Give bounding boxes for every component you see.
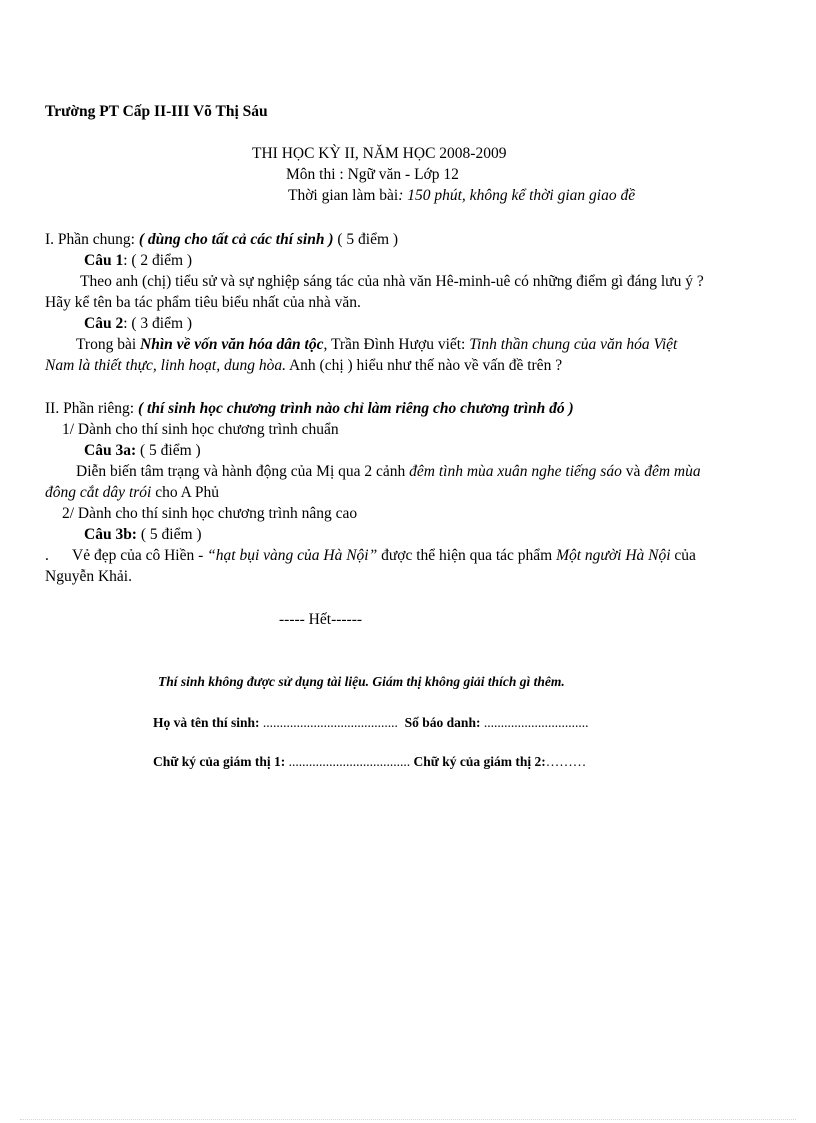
part1-points: ( 5 điểm ) xyxy=(333,231,399,248)
question-3b-points: ( 5 điểm ) xyxy=(136,526,202,543)
q3a-scene1: đêm tình mùa xuân nghe tiếng sáo xyxy=(409,463,622,480)
question-2-header xyxy=(84,314,192,334)
question-1-text-line1: Theo anh (chị) tiểu sử và sự nghiệp sáng tác của nhà văn Hê-minh-uê có những điểm gì đáng lưu ý ? xyxy=(80,273,704,290)
proctor2-blank: ……… xyxy=(545,754,587,769)
page-bottom-divider xyxy=(20,1119,796,1120)
part2-sub2: 2/ Dành cho thí sinh học chương trình nâng cao xyxy=(62,505,358,522)
exam-subject: Môn thi : Ngữ văn - Lớp 12 xyxy=(286,166,459,183)
q2-work-title: Nhìn về vốn văn hóa dân tộc xyxy=(140,336,324,353)
q2-pre: Trong bài xyxy=(76,336,141,353)
q3b-tail: của xyxy=(670,547,696,564)
question-2-points: : ( 3 điểm ) xyxy=(123,315,193,332)
q2-quote-part2: Nam là thiết thực, linh hoạt, dung hòa. xyxy=(45,357,286,374)
end-mark: ----- Hết------ xyxy=(279,611,363,628)
time-label: Thời gian làm bài xyxy=(288,187,399,204)
question-3b-dot: . xyxy=(45,547,49,564)
question-3b-header xyxy=(84,525,202,545)
question-3a-text-line1 xyxy=(76,462,701,482)
question-3b-label: Câu 3b: xyxy=(84,526,137,543)
question-3a-label: Câu 3a: xyxy=(84,442,137,459)
question-3a-header xyxy=(84,441,201,461)
exam-title: THI HỌC KỲ II, NĂM HỌC 2008-2009 xyxy=(252,145,507,162)
question-1-label: Câu 1 xyxy=(84,252,124,269)
part2-sub1: 1/ Dành cho thí sinh học chương trình chuẩn xyxy=(62,421,339,438)
question-3b-text-line2: Nguyễn Khải. xyxy=(45,568,132,585)
proctor2-label: Chữ ký của giám thị 2: xyxy=(413,754,546,769)
school-name: Trường PT Cấp II-III Võ Thị Sáu xyxy=(45,103,268,120)
candidate-info-line xyxy=(153,713,588,733)
q3b-pre: Vẻ đẹp của cô Hiền - xyxy=(72,547,208,564)
part1-heading xyxy=(45,230,398,250)
q3b-quote: “hạt bụi vàng của Hà Nội” xyxy=(207,547,378,564)
question-2-label: Câu 2 xyxy=(84,315,124,332)
part1-note: ( dùng cho tất cả các thí sinh ) xyxy=(138,231,334,248)
candidate-number-blank: ............................... xyxy=(483,715,589,730)
q2-end: Anh (chị ) hiểu như thế nào về vấn đề trên ? xyxy=(285,357,563,374)
q3b-mid: được thể hiện qua tác phẩm xyxy=(377,547,557,564)
question-1-points: : ( 2 điểm ) xyxy=(123,252,193,269)
question-1-header xyxy=(84,251,192,271)
question-1-text-line2: Hãy kể tên ba tác phẩm tiêu biểu nhất của nhà văn. xyxy=(45,294,361,311)
candidate-number-label: Số báo danh: xyxy=(404,715,484,730)
question-3a-text-line2 xyxy=(45,483,219,503)
question-3b-text-line1 xyxy=(72,546,696,566)
proctor1-label: Chữ ký của giám thị 1: xyxy=(153,754,289,769)
q3b-work-title: Một người Hà Nội xyxy=(556,547,671,564)
proctor-signature-line xyxy=(153,752,586,772)
candidate-name-label: Họ và tên thí sinh: xyxy=(153,715,263,730)
q2-mid: , Trần Đình Hượu viết: xyxy=(323,336,470,353)
q3a-and: và xyxy=(621,463,645,480)
part1-title: I. Phần chung: xyxy=(45,231,139,248)
part2-note: ( thí sinh học chương trình nào chỉ làm riêng cho chương trình đó ) xyxy=(137,400,574,417)
part2-heading xyxy=(45,399,574,419)
question-3a-points: ( 5 điểm ) xyxy=(136,442,201,459)
exam-time xyxy=(288,186,635,206)
q3a-pre: Diễn biến tâm trạng và hành động của Mị qua 2 cảnh xyxy=(76,463,410,480)
time-value: : 150 phút, không kể thời gian giao đề xyxy=(398,187,636,204)
q3a-scene2-part2: đông cắt dây trói xyxy=(45,484,152,501)
question-2-text-line1 xyxy=(76,335,677,355)
candidate-name-blank: ........................................ xyxy=(262,715,398,730)
q2-quote-part1: Tinh thần chung của văn hóa Việt xyxy=(469,336,678,353)
question-2-text-line2 xyxy=(45,356,562,376)
proctor1-blank: .................................... xyxy=(288,754,411,769)
q3a-end: cho A Phủ xyxy=(151,484,219,501)
part2-title: II. Phần riêng: xyxy=(45,400,138,417)
footer-note: Thí sinh không được sử dụng tài liệu. Giám thị không giải thích gì thêm. xyxy=(158,674,565,689)
q3a-scene2-part1: đêm mùa xyxy=(644,463,701,480)
